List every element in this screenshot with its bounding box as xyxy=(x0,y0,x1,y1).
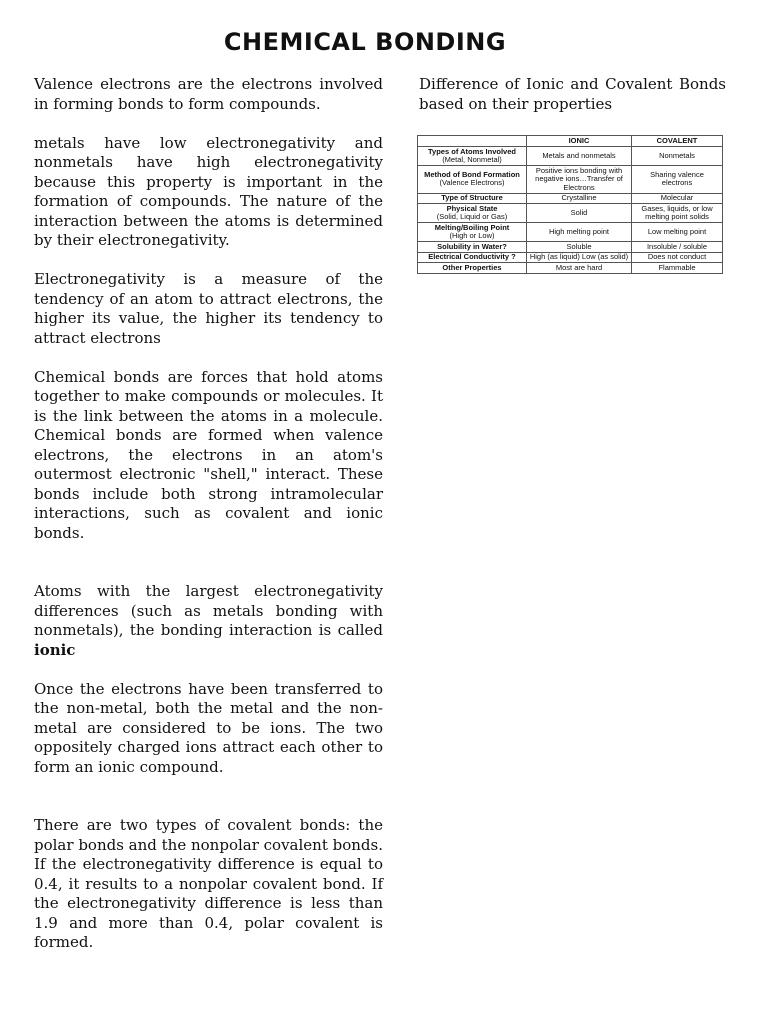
covalent-cell: Does not conduct xyxy=(632,252,723,263)
table-row xyxy=(418,223,723,242)
row-label-main: Other Properties xyxy=(442,262,502,272)
row-label xyxy=(418,166,527,194)
covalent-cell: Low melting point xyxy=(632,223,723,242)
table-row xyxy=(418,263,723,274)
row-label xyxy=(418,242,527,253)
ionic-cell: High melting point xyxy=(527,223,632,242)
row-label-sub: (Metal, Nonmetal) xyxy=(442,155,502,164)
table-row xyxy=(418,242,723,253)
comparison-table xyxy=(417,135,723,274)
table-header-ionic: IONIC xyxy=(527,136,632,147)
paragraph-ionic-text: Atoms with the largest electronegativity differences (such as metals bonding with nonmetals), the bonding interaction is called xyxy=(34,582,383,639)
covalent-cell: Molecular xyxy=(632,193,723,204)
paragraph-chemical-bonds: Chemical bonds are forces that hold atoms together to make compounds or molecules. It is the link between the atoms in a molecule. Chemical bonds are formed when valence electrons, the electrons in an atom's outermost electronic "shell," interact. These bonds include both strong intramolecular interactions, such as covalent and ionic bonds. xyxy=(34,367,383,542)
ionic-cell: Crystalline xyxy=(527,193,632,204)
row-label xyxy=(418,147,527,166)
ionic-cell: Soluble xyxy=(527,242,632,253)
covalent-cell: Gases, liquids, or low melting point solids xyxy=(632,204,723,223)
row-label-main: Melting/Boiling Point xyxy=(434,222,510,232)
row-label-main: Solubility in Water? xyxy=(437,241,507,251)
page-title: CHEMICAL BONDING xyxy=(223,28,507,56)
row-label-main: Electrical Conductivity ? xyxy=(428,252,516,261)
table-row xyxy=(418,147,723,166)
ionic-term: ionic xyxy=(34,640,76,659)
table-heading: Difference of Ionic and Covalent Bonds based on their properties xyxy=(419,75,726,113)
covalent-cell: Flammable xyxy=(632,263,723,274)
table-row xyxy=(418,252,723,263)
row-label-main: Method of Bond Formation xyxy=(424,169,520,179)
ionic-cell: Solid xyxy=(527,204,632,223)
paragraph-ion-formation: Once the electrons have been transferred to the non-metal, both the metal and the non-metal are considered to be ions. The two oppositely charged ions attract each other to form an ionic compound. xyxy=(34,679,383,776)
table-header-row xyxy=(418,136,723,147)
paragraph-covalent-types: There are two types of covalent bonds: the polar bonds and the nonpolar covalent bonds. If the electronegativity difference is equal to 0.4, it results to a nonpolar covalent bond. If the electronegativity difference is less than 1.9 and more than 0.4, polar covalent is formed. xyxy=(34,816,383,951)
row-label-main: Types of Atoms Involved xyxy=(428,146,516,156)
table-row xyxy=(418,166,723,194)
row-label xyxy=(418,193,527,204)
covalent-cell: Sharing valence electrons xyxy=(632,166,723,194)
table-header-blank xyxy=(418,136,527,147)
covalent-cell: Nonmetals xyxy=(632,147,723,166)
ionic-cell: Most are hard xyxy=(527,263,632,274)
covalent-cell: Insoluble / soluble xyxy=(632,242,723,253)
right-column xyxy=(419,75,726,114)
row-label xyxy=(418,263,527,274)
table-header-covalent: COVALENT xyxy=(632,136,723,147)
row-label xyxy=(418,204,527,223)
paragraph-electronegativity-definition: Electronegativity is a measure of the tendency of an atom to attract electrons, the higher its value, the higher its tendency to attract electrons xyxy=(34,270,383,347)
left-column xyxy=(34,75,383,953)
row-label xyxy=(418,252,527,263)
ionic-cell: High (as liquid) Low (as solid) xyxy=(527,252,632,263)
paragraph-ionic-bonding xyxy=(34,582,383,660)
paragraph-valence-electrons: Valence electrons are the electrons involved in forming bonds to form compounds. xyxy=(34,75,383,113)
ionic-cell: Metals and nonmetals xyxy=(527,147,632,166)
table-row xyxy=(418,193,723,204)
row-label-main: Physical State xyxy=(446,203,498,213)
ionic-cell: Positive ions bonding with negative ions…Transfer of Electrons xyxy=(527,166,632,194)
row-label xyxy=(418,223,527,242)
table-row xyxy=(418,204,723,223)
row-label-sub: (Solid, Liquid or Gas) xyxy=(436,212,508,221)
row-label-sub: (Valence Electrons) xyxy=(439,178,505,188)
row-label-main: Type of Structure xyxy=(441,193,503,202)
paragraph-electronegativity-metals: metals have low electronegativity and nonmetals have high electronegativity because this property is important in the formation of compounds. The nature of the interaction between the atoms is determined by their electronegativity. xyxy=(34,133,383,249)
row-label-sub: (High or Low) xyxy=(449,231,495,240)
